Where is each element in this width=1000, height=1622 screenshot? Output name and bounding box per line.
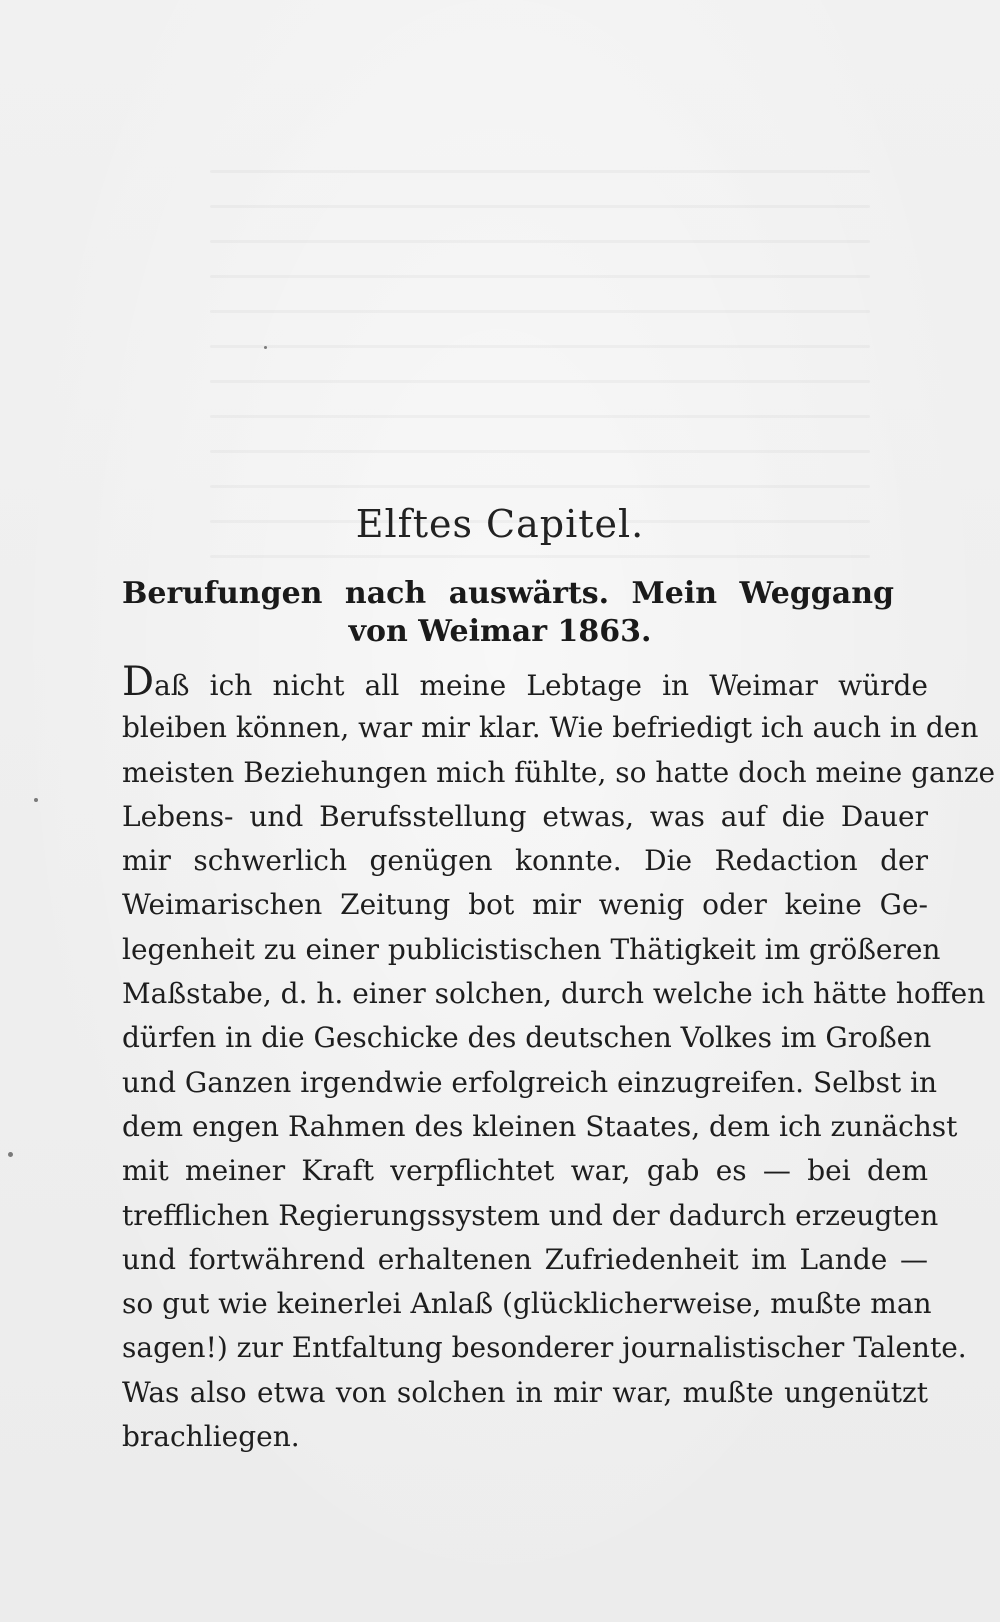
- text-line: Was also etwa von solchen in mir war, mußte ungenützt: [122, 1375, 928, 1409]
- text-line-content: aß ich nicht all meine Lebtage in Weimar würde: [154, 669, 928, 702]
- page-speck: [8, 1152, 13, 1157]
- text-line: Lebens- und Berufsstellung etwas, was auf die Dauer: [122, 799, 928, 833]
- chapter-subtitle-line-1: Berufungen nach auswärts. Mein Weggang: [122, 576, 894, 611]
- text-line: mit meiner Kraft verpflichtet war, gab es — bei dem: [122, 1154, 928, 1188]
- text-line: meisten Beziehungen mich fühlte, so hatte doch meine ganze: [122, 755, 996, 789]
- chapter-subtitle-line-2: von Weimar 1863.: [348, 614, 652, 649]
- chapter-title: Elftes Capitel.: [355, 502, 645, 546]
- text-line: Maßstabe, d. h. einer solchen, durch welche ich hätte hoffen: [122, 977, 986, 1011]
- text-line: so gut wie keinerlei Anlaß (glücklicherweise, mußte man: [122, 1287, 932, 1321]
- text-line: brachliegen.: [122, 1420, 300, 1454]
- text-line: Weimarischen Zeitung bot mir wenig oder keine Ge-: [122, 888, 928, 922]
- text-line: bleiben können, war mir klar. Wie befriedigt ich auch in den: [122, 711, 979, 745]
- page-speck: [264, 346, 267, 349]
- text-line: legenheit zu einer publicistischen Thätigkeit im größeren: [122, 932, 941, 966]
- drop-cap: D: [122, 659, 155, 705]
- text-line: und Ganzen irgendwie erfolgreich einzugreifen. Selbst in: [122, 1065, 938, 1099]
- text-line: [122, 659, 928, 706]
- text-line: mir schwerlich genügen konnte. Die Redaction der: [122, 844, 928, 878]
- text-line: und fortwährend erhaltenen Zufriedenheit im Lande —: [122, 1242, 928, 1276]
- body-paragraph: [122, 659, 996, 1459]
- text-line: dürfen in die Geschicke des deutschen Volkes im Großen: [122, 1021, 932, 1055]
- text-line: sagen!) zur Entfaltung besonderer journalistischer Talente.: [122, 1331, 967, 1365]
- text-line: trefflichen Regierungssystem und der dadurch erzeugten: [122, 1198, 939, 1232]
- page-speck: [34, 798, 38, 802]
- text-line: dem engen Rahmen des kleinen Staates, dem ich zunächst: [122, 1109, 958, 1143]
